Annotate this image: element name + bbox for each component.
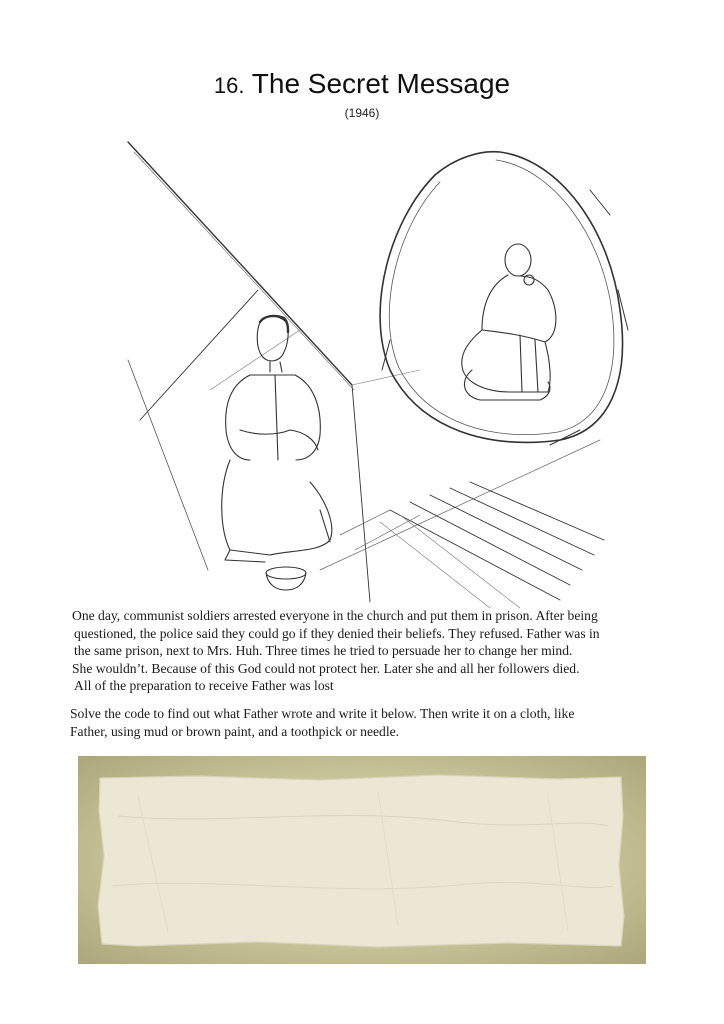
lesson-year: (1946) bbox=[344, 106, 380, 120]
cloth-frame bbox=[78, 756, 646, 964]
story-line: questioned, the police said they could go if they denied their beliefs. They refused. Father was in bbox=[74, 625, 600, 641]
activity-instructions bbox=[70, 705, 690, 741]
story-line: One day, communist soldiers arrested everyone in the church and put them in prison. After being bbox=[72, 608, 598, 623]
page-title bbox=[0, 68, 724, 100]
lesson-title: The Secret Message bbox=[251, 68, 511, 99]
prison-illustration bbox=[90, 130, 650, 610]
story-line: She wouldn’t. Because of this God could not protect her. Later she and all her followers died. bbox=[72, 660, 580, 676]
story-text bbox=[72, 607, 682, 695]
story-line: All of the preparation to receive Father was lost bbox=[74, 678, 334, 694]
lesson-number: 16. bbox=[213, 73, 245, 98]
instruction-line: Father, using mud or brown paint, and a toothpick or needle. bbox=[70, 724, 400, 739]
instruction-line: Solve the code to find out what Father wrote and write it below. Then write it on a cloth, like bbox=[70, 706, 575, 721]
story-line: the same prison, next to Mrs. Huh. Three times he tried to persuade her to change her mind. bbox=[74, 643, 573, 659]
cloth-writing-area[interactable] bbox=[78, 756, 646, 964]
